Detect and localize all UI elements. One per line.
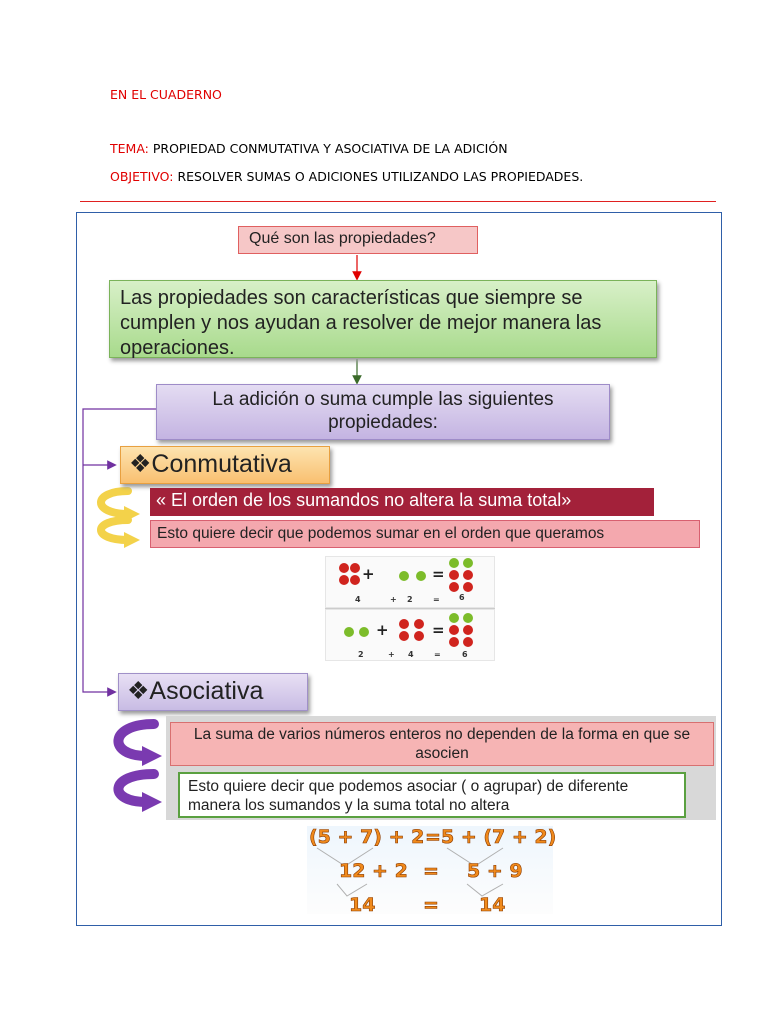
associative-math-example (307, 826, 557, 916)
svg-text:+: + (362, 565, 375, 583)
example-equals: = (434, 650, 441, 659)
apple-example-2 (325, 609, 495, 661)
math-row3-left: 14 (349, 894, 376, 916)
asociativa-title: ❖Asociativa (118, 673, 308, 711)
header-notebook-label: EN EL CUADERNO (110, 87, 222, 102)
conmutativa-explanation: Esto quiere decir que podemos sumar en el orden que queramos (150, 520, 700, 548)
intro-box: La adición o suma cumple las siguientes propiedades: (156, 384, 610, 440)
purple-curve-arrow-icon (118, 724, 162, 766)
math-row3-equals: = (423, 894, 439, 916)
objective-text: RESOLVER SUMAS O ADICIONES UTILIZANDO LAS PROPIEDADES. (173, 169, 584, 184)
math-row1-equals: = (425, 826, 441, 848)
example-value: 4 (355, 595, 361, 604)
conmutativa-title: ❖Conmutativa (120, 446, 330, 484)
asociativa-explanation: Esto quiere decir que podemos asociar ( o agrupar) de diferente manera los sumandos y la suma total no altera (178, 772, 686, 818)
topic-text: PROPIEDAD CONMUTATIVA Y ASOCIATIVA DE LA ADICIÓN (148, 141, 508, 156)
svg-text:=: = (432, 565, 445, 583)
math-row2-equals: = (423, 860, 439, 882)
example-value: 4 (408, 650, 414, 659)
example-result: 6 (459, 593, 465, 602)
example-result: 6 (462, 650, 468, 659)
purple-curve-arrow-icon (118, 774, 162, 812)
conmutativa-rule: « El orden de los sumandos no altera la suma total» (150, 488, 654, 516)
definition-box: Las propiedades son características que siempre se cumplen y nos ayudan a resolver de mejor manera las operaciones. (109, 280, 657, 358)
math-row3-right: 14 (479, 894, 506, 916)
math-row2-left: 12 + 2 (339, 860, 408, 882)
example-value: 2 (358, 650, 364, 659)
example-operator: + (388, 650, 395, 659)
asociativa-rule: La suma de varios números enteros no dependen de la forma en que se asocien (170, 722, 714, 766)
math-row1-right: 5 + (7 + 2) (441, 826, 557, 848)
example-value: 2 (407, 595, 413, 604)
svg-text:=: = (432, 621, 445, 639)
yellow-curve-arrow-icon (101, 520, 140, 548)
topic-label: TEMA: (110, 141, 149, 156)
svg-text:+: + (376, 621, 389, 639)
example-equals: = (433, 595, 440, 604)
question-box: Qué son las propiedades? (238, 226, 478, 254)
math-row1-left: (5 + 7) + 2 (309, 826, 425, 848)
apple-example-1 (325, 556, 495, 608)
objective-label: OBJETIVO: (110, 169, 174, 184)
example-operator: + (390, 595, 397, 604)
math-row2-right: 5 + 9 (467, 860, 523, 882)
